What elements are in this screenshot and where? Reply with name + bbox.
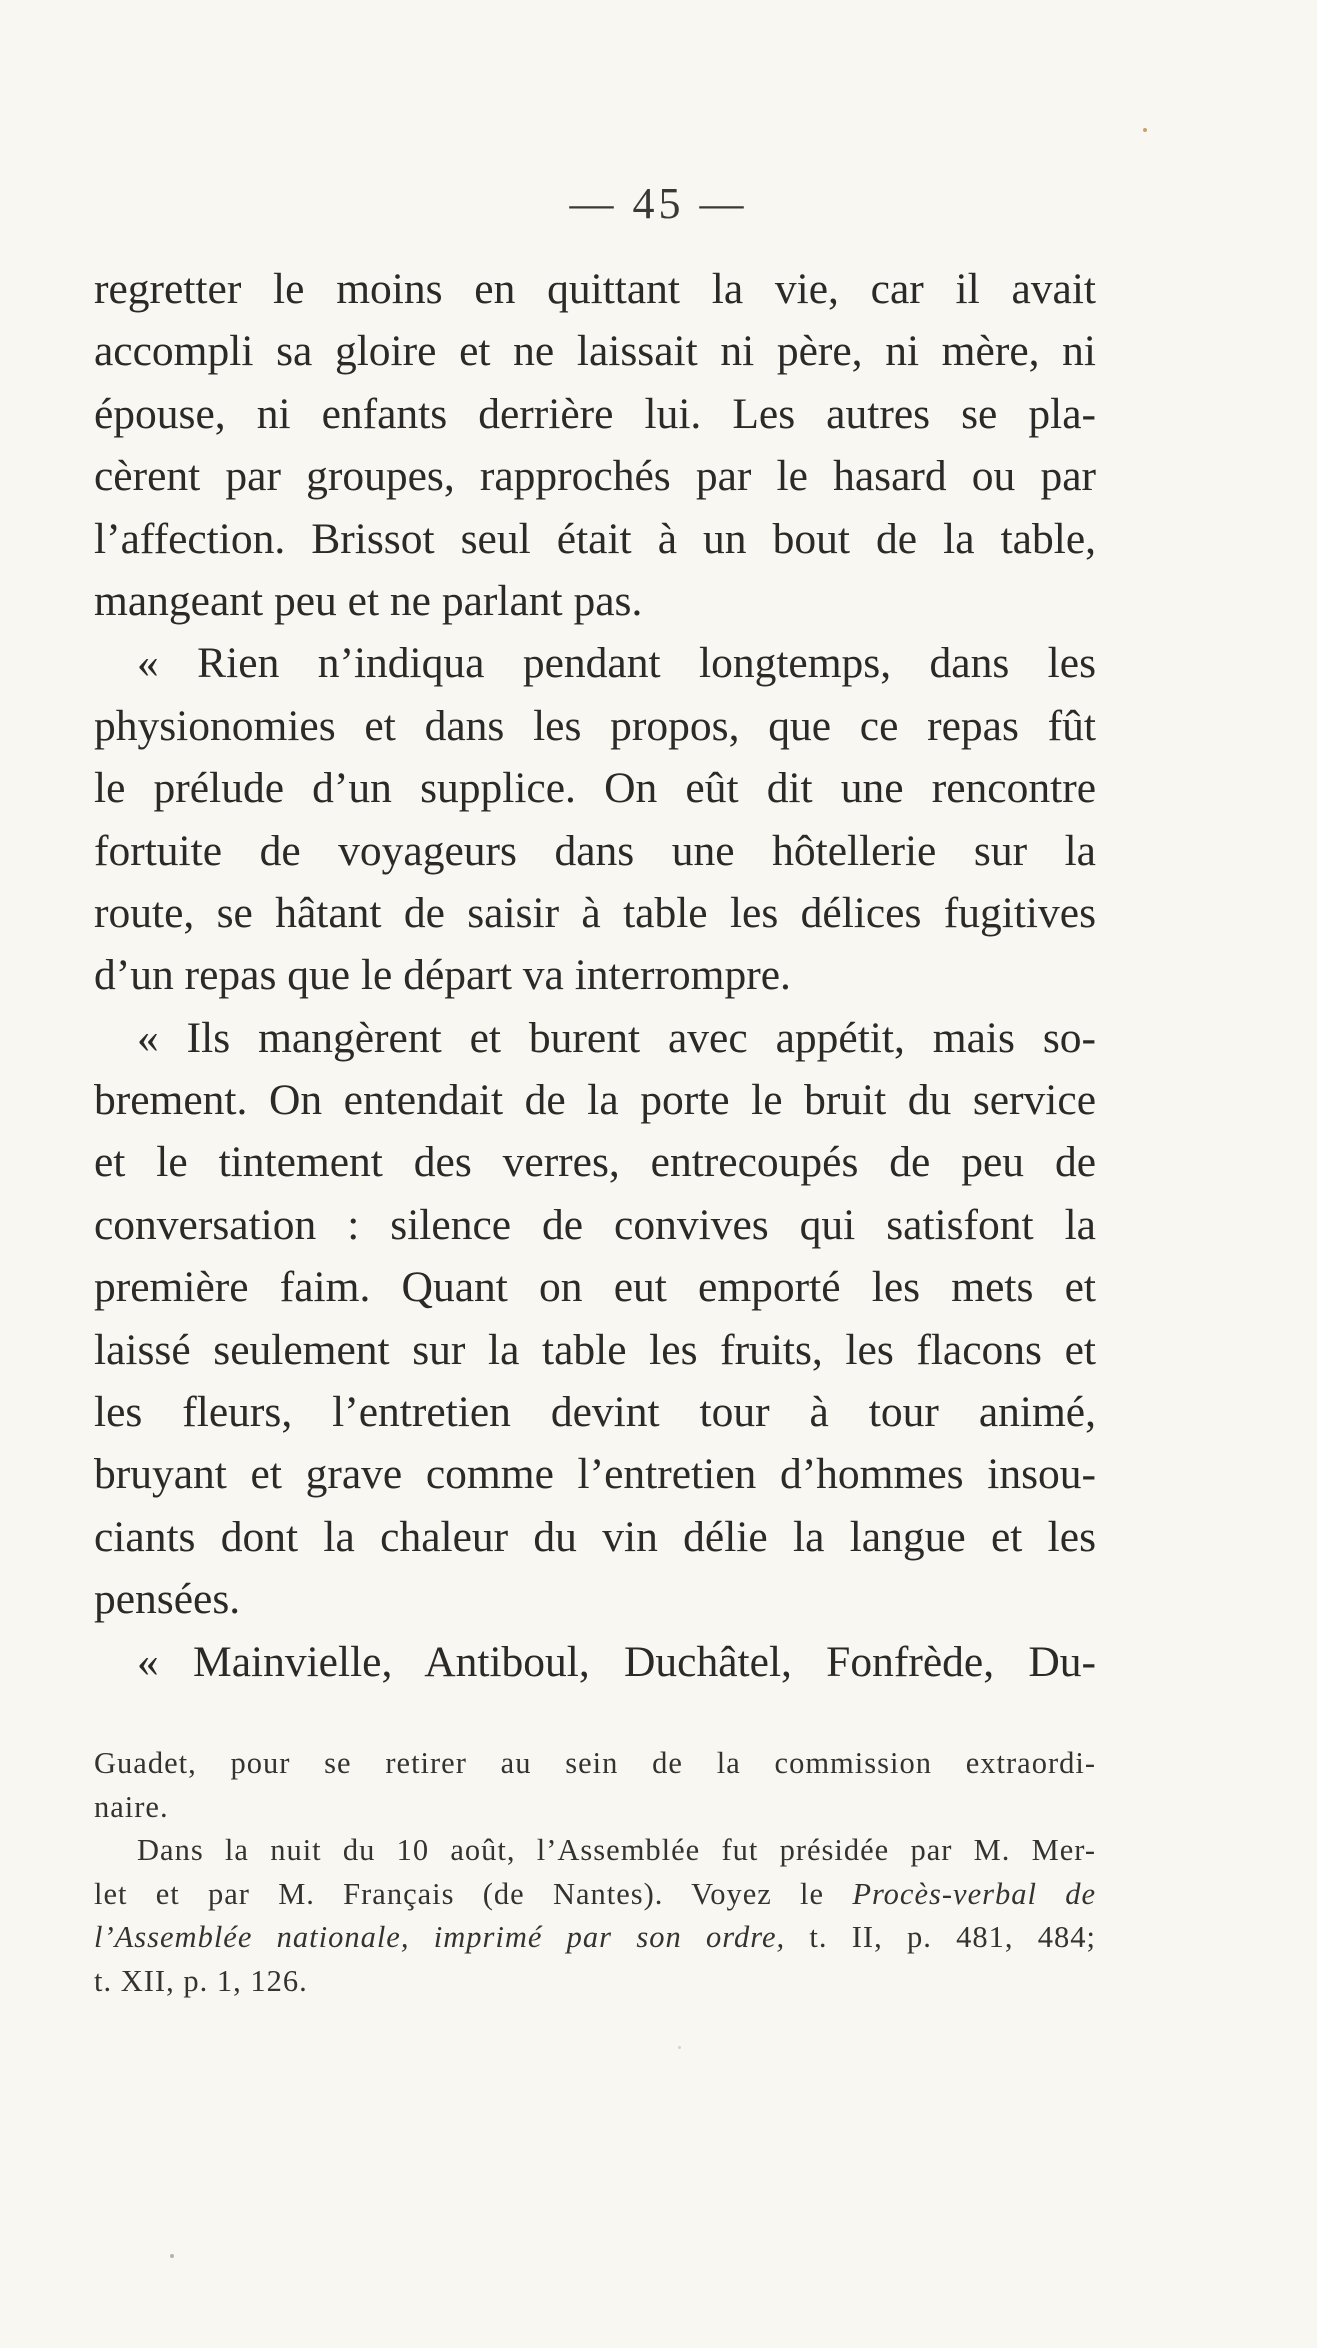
- footnote-line-text: Dans la nuit du 10 août, l’Assemblée fut présidée par M. Mer-: [137, 1833, 1096, 1867]
- footnotes: [94, 1742, 1096, 2003]
- text-line: fortuite de voyageurs dans une hôtellerie sur la: [94, 826, 1096, 875]
- text-line: conversation : silence de convives qui satisfont la: [94, 1200, 1096, 1249]
- text-line: cèrent par groupes, rapprochés par le hasard ou par: [94, 452, 1096, 501]
- text-line: route, se hâtant de saisir à table les délices fugitives: [94, 888, 1096, 937]
- page-number: — 45 —: [569, 179, 748, 228]
- text-line: et le tintement des verres, entrecoupés de peu de: [94, 1138, 1096, 1187]
- text-line: épouse, ni enfants derrière lui. Les autres se pla-: [94, 389, 1096, 438]
- footnote-line: [94, 1916, 1096, 1960]
- text-line: le prélude d’un supplice. On eût dit une rencontre: [94, 764, 1096, 813]
- footnote-line: t. XII, p. 1, 126.: [94, 1963, 308, 1998]
- main-text: [94, 258, 1096, 1693]
- footnote-text: let et par M. Français (de Nantes). Voyez le: [94, 1876, 853, 1911]
- footnote-line: [94, 1873, 1096, 1917]
- text-line: ciants dont la chaleur du vin délie la langue et les: [94, 1512, 1096, 1561]
- footnote-title-italic: Procès-verbal de: [852, 1876, 1096, 1911]
- text-line: « Rien n’indiqua pendant longtemps, dans les: [137, 639, 1096, 688]
- footnote-line: Guadet, pour se retirer au sein de la commission extraordi-: [94, 1746, 1096, 1780]
- footnote-line: naire.: [94, 1789, 169, 1824]
- text-line: physionomies et dans les propos, que ce repas fût: [94, 701, 1096, 750]
- text-line: regretter le moins en quittant la vie, car il avait: [94, 265, 1096, 313]
- footnote-text: t. II, p. 481, 484;: [785, 1920, 1096, 1954]
- paper-speck: [1143, 128, 1147, 132]
- text-line: accompli sa gloire et ne laissait ni père, ni mère, ni: [94, 327, 1096, 376]
- text-line: d’un repas que le départ va interrompre.: [94, 951, 791, 1000]
- text-line: l’affection. Brissot seul était à un bout de la table,: [94, 514, 1096, 563]
- text-line: « Mainvielle, Antiboul, Duchâtel, Fonfrède, Du-: [137, 1637, 1096, 1686]
- footnote-title-italic: l’Assemblée nationale, imprimé par son ordre,: [94, 1920, 786, 1954]
- text-line: brement. On entendait de la porte le bruit du service: [94, 1076, 1096, 1125]
- text-line: bruyant et grave comme l’entretien d’hommes insou-: [94, 1450, 1096, 1499]
- text-line: laissé seulement sur la table les fruits, les flacons et: [94, 1325, 1096, 1374]
- text-line: les fleurs, l’entretien devint tour à tour animé,: [94, 1388, 1096, 1437]
- paper-speck: [170, 2254, 174, 2258]
- paper-speck: [678, 2046, 681, 2049]
- text-line: « Ils mangèrent et burent avec appétit, mais so-: [137, 1013, 1096, 1062]
- footnote-line: [94, 1829, 1096, 1873]
- text-line: pensées.: [94, 1575, 241, 1624]
- text-line: mangeant peu et ne parlant pas.: [94, 576, 643, 625]
- text-line: première faim. Quant on eut emporté les mets et: [94, 1263, 1096, 1312]
